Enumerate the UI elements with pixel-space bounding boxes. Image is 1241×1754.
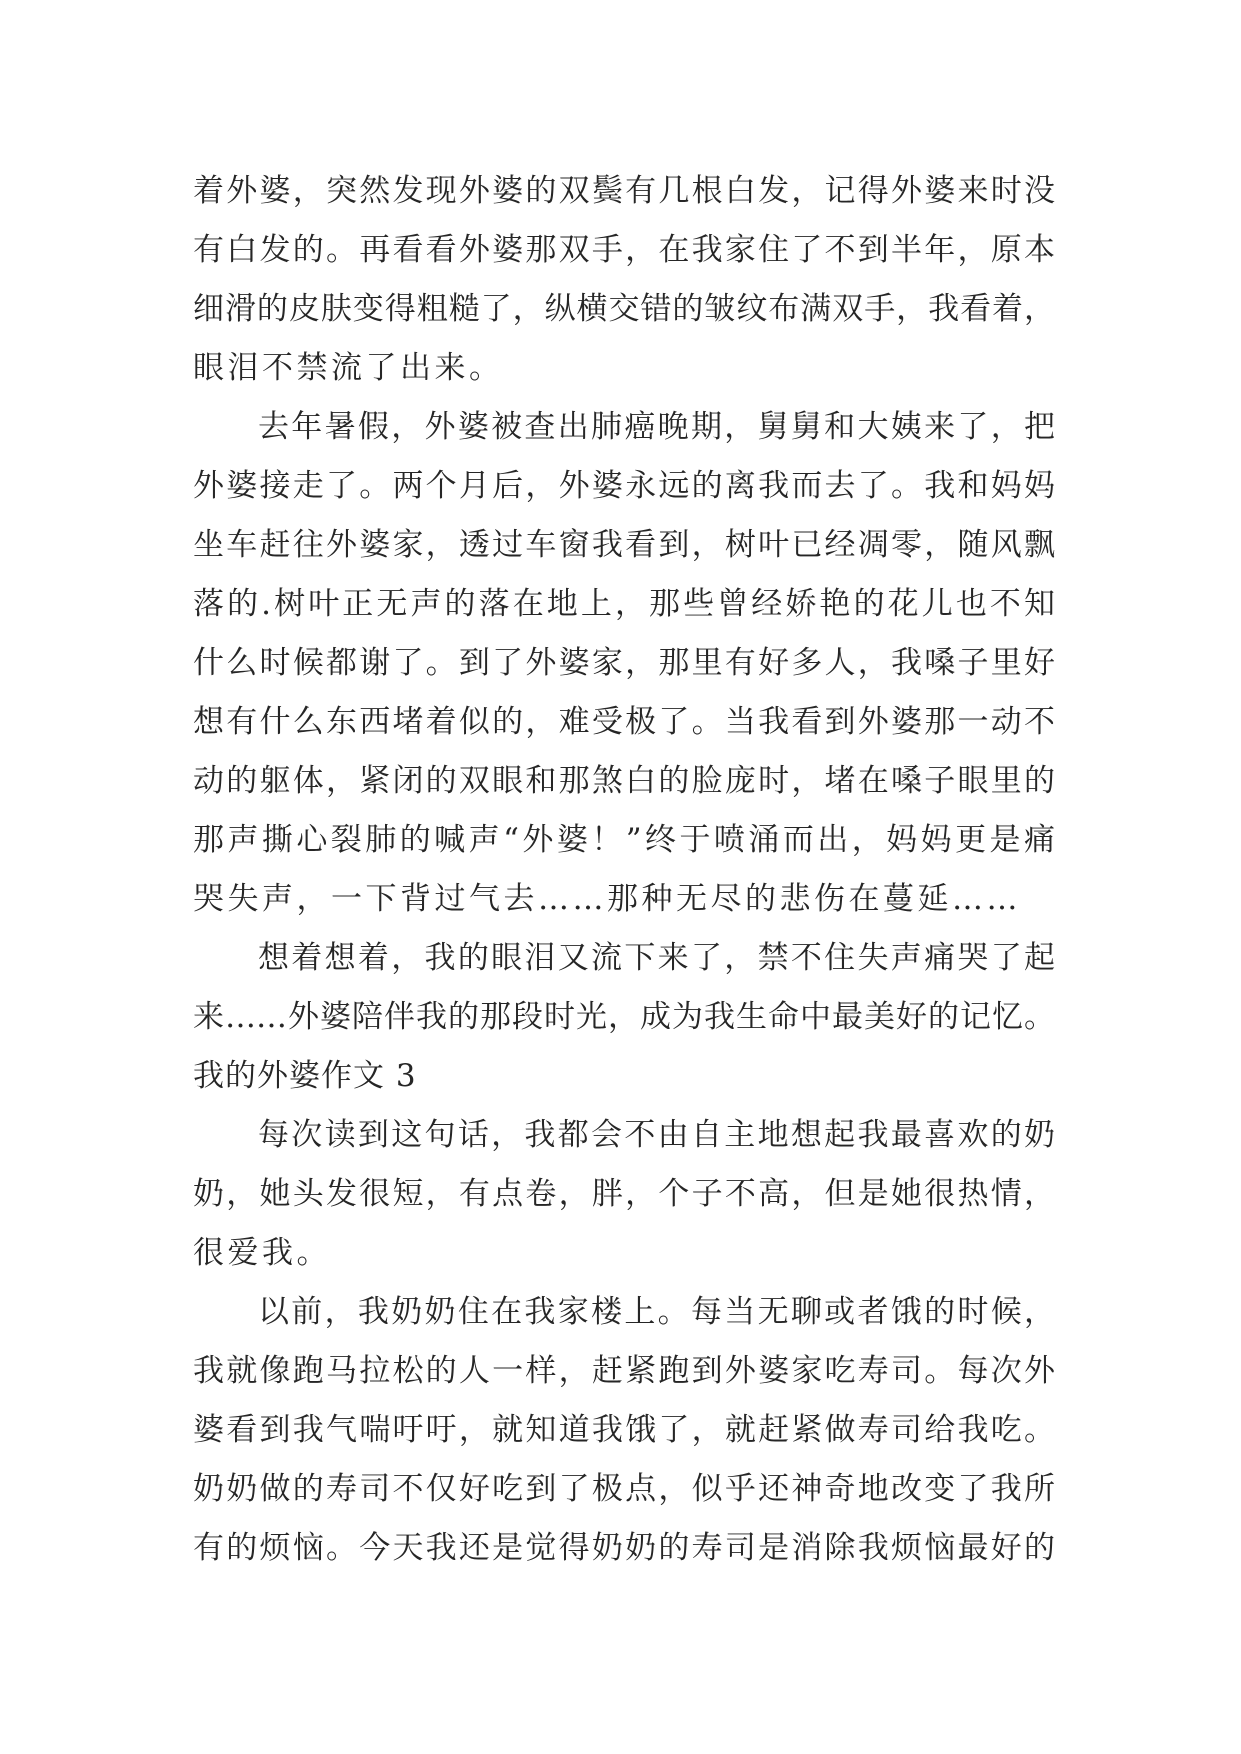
text-line: 婆看到我气喘吁吁，就知道我饿了，就赶紧做寿司给我吃。 [193,1412,1055,1448]
text-line: 外婆接走了。两个月后，外婆永远的离我而去了。我和妈妈 [193,468,1055,504]
text-line: 着外婆，突然发现外婆的双鬓有几根白发，记得外婆来时没 [193,173,1055,209]
section-heading: 我的外婆作文 3 [193,1058,417,1094]
text-line: 想有什么东西堵着似的，难受极了。当我看到外婆那一动不 [193,704,1055,740]
text-line: 想着想着，我的眼泪又流下来了，禁不住失声痛哭了起 [258,940,1055,976]
text-line: 奶奶做的寿司不仅好吃到了极点，似乎还神奇地改变了我所 [193,1471,1055,1507]
text-line: 落的.树叶正无声的落在地上，那些曾经娇艳的花儿也不知 [193,586,1055,622]
text-line: 来……外婆陪伴我的那段时光，成为我生命中最美好的记忆。 [193,999,1055,1035]
text-line: 什么时候都谢了。到了外婆家，那里有好多人，我嗓子里好 [193,645,1055,681]
text-line: 有的烦恼。今天我还是觉得奶奶的寿司是消除我烦恼最好的 [193,1530,1055,1566]
text-line: 去年暑假，外婆被查出肺癌晚期，舅舅和大姨来了，把 [258,409,1055,445]
text-line: 以前，我奶奶住在我家楼上。每当无聊或者饿的时候， [258,1294,1055,1330]
text-line: 有白发的。再看看外婆那双手，在我家住了不到半年，原本 [193,232,1055,268]
text-line: 奶，她头发很短，有点卷，胖，个子不高，但是她很热情， [193,1176,1055,1212]
text-line: 哭失声，一下背过气去……那种无尽的悲伤在蔓延…… [193,881,1021,917]
text-line: 每次读到这句话，我都会不由自主地想起我最喜欢的奶 [258,1117,1055,1153]
text-line: 那声撕心裂肺的喊声“外婆！”终于喷涌而出，妈妈更是痛 [193,822,1055,858]
text-line: 坐车赶往外婆家，透过车窗我看到，树叶已经凋零，随风飘 [193,527,1055,563]
text-line: 我就像跑马拉松的人一样，赶紧跑到外婆家吃寿司。每次外 [193,1353,1055,1389]
text-line: 很爱我。 [193,1235,331,1271]
text-line: 眼泪不禁流了出来。 [193,350,504,386]
text-line: 动的躯体，紧闭的双眼和那煞白的脸庞时，堵在嗓子眼里的 [193,763,1055,799]
text-line: 细滑的皮肤变得粗糙了，纵横交错的皱纹布满双手，我看着， [193,291,1055,327]
body-text [193,162,1055,1578]
